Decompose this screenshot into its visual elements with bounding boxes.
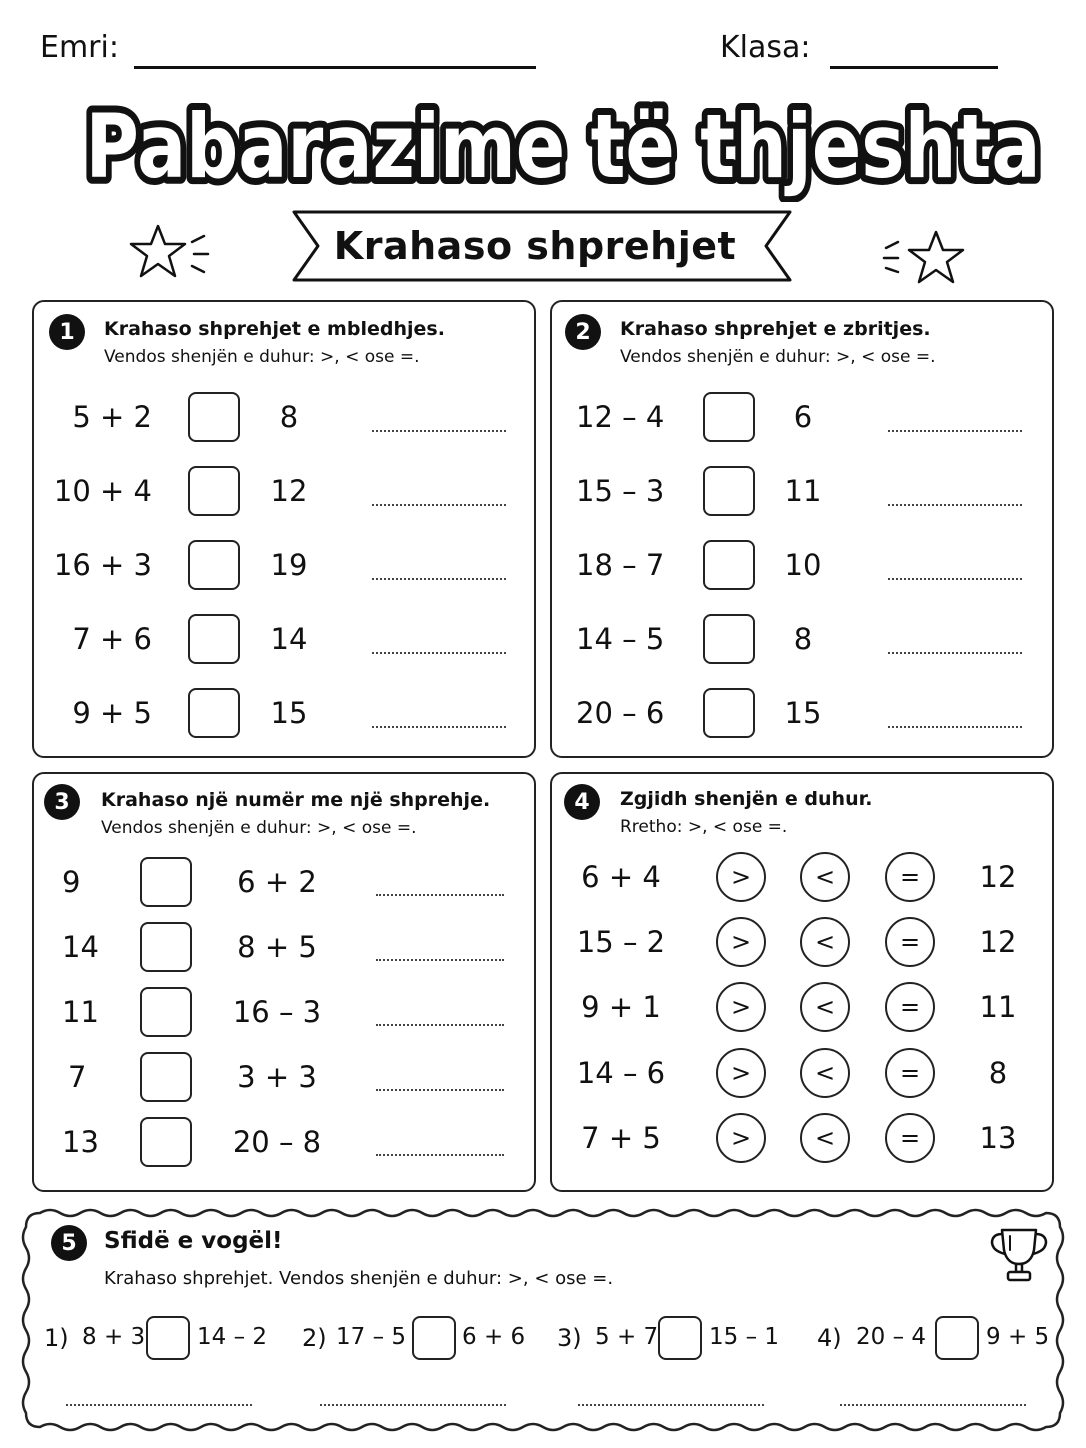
right-star-icon [880, 228, 970, 292]
s4-row3-right: 11 [979, 990, 1017, 1024]
s4-row1-equal-option[interactable]: = [885, 852, 935, 902]
s4-row2-left: 15 – 2 [576, 925, 666, 959]
s4-row4-less-option[interactable]: < [800, 1048, 850, 1098]
s1-row5-write-line[interactable] [372, 726, 506, 728]
s4-row2-right: 12 [979, 925, 1017, 959]
s3-row4-answer-box[interactable] [140, 1052, 192, 1102]
title-text: Pabarazime të thjeshta [85, 95, 1041, 198]
s4-row5-right: 13 [979, 1121, 1017, 1155]
s3-row2-write-line[interactable] [376, 959, 504, 961]
s1-row2-answer-box[interactable] [188, 466, 240, 516]
challenge-item-4-write-line[interactable] [840, 1404, 1026, 1406]
challenge-item-2-write-line[interactable] [320, 1404, 506, 1406]
worksheet-title [0, 72, 1086, 202]
s4-row4-greater-option[interactable]: > [716, 1048, 766, 1098]
section-4-number: 4 [564, 784, 600, 820]
s2-row2-answer-box[interactable] [703, 466, 755, 516]
ribbon-subtitle: Krahaso shprehjet [333, 224, 737, 268]
s2-row3-answer-box[interactable] [703, 540, 755, 590]
s2-row4-left: 14 – 5 [576, 622, 665, 656]
s4-row1-right: 12 [979, 860, 1017, 894]
s3-row1-write-line[interactable] [376, 894, 504, 896]
class-label: Klasa: [720, 30, 811, 65]
s2-row5-right: 15 [784, 696, 822, 730]
s1-row5-right: 15 [270, 696, 308, 730]
challenge-item-4-answer-box[interactable] [935, 1316, 979, 1360]
section-2-number: 2 [565, 314, 601, 350]
section-2-instruction: Vendos shenjën e duhur: >, < ose =. [620, 347, 936, 367]
s1-row4-left: 7 + 6 [72, 622, 152, 656]
s3-row1-answer-box[interactable] [140, 857, 192, 907]
challenge-item-3-right: 15 – 1 [709, 1324, 780, 1350]
s1-row1-right: 8 [279, 400, 299, 434]
s1-row2-right: 12 [270, 474, 308, 508]
s2-row5-answer-box[interactable] [703, 688, 755, 738]
s4-row5-less-option[interactable]: < [800, 1113, 850, 1163]
challenge-item-2-left: 17 – 5 [336, 1324, 407, 1350]
section-4-instruction: Rretho: >, < ose =. [620, 817, 788, 837]
challenge-instruction: Krahaso shprehjet. Vendos shenjën e duhur: >, < ose =. [104, 1268, 614, 1289]
s2-row1-answer-box[interactable] [703, 392, 755, 442]
left-star-icon [128, 222, 212, 286]
s1-row3-right: 19 [270, 548, 308, 582]
s3-row3-right: 16 – 3 [232, 995, 322, 1029]
section-3-number: 3 [44, 784, 80, 820]
s3-row5-write-line[interactable] [376, 1154, 504, 1156]
s4-row3-less-option[interactable]: < [800, 982, 850, 1032]
challenge-item-2-answer-box[interactable] [412, 1316, 456, 1360]
s1-row1-answer-box[interactable] [188, 392, 240, 442]
challenge-item-1-write-line[interactable] [66, 1404, 252, 1406]
s3-row2-answer-box[interactable] [140, 922, 192, 972]
section-1-title: Krahaso shprehjet e mbledhjes. [104, 318, 445, 340]
challenge-item-3-answer-box[interactable] [658, 1316, 702, 1360]
s1-row1-write-line[interactable] [372, 430, 506, 432]
s4-row5-equal-option[interactable]: = [885, 1113, 935, 1163]
s1-row4-answer-box[interactable] [188, 614, 240, 664]
s4-row4-left: 14 – 6 [576, 1056, 666, 1090]
challenge-item-3-label: 3) [557, 1324, 582, 1352]
section-1-number: 1 [49, 314, 85, 350]
section-4-title: Zgjidh shenjën e duhur. [620, 788, 873, 810]
s4-row1-less-option[interactable]: < [800, 852, 850, 902]
s3-row4-right: 3 + 3 [237, 1060, 317, 1094]
s2-row4-right: 8 [793, 622, 813, 656]
s3-row5-left: 13 [62, 1125, 99, 1159]
s2-row2-left: 15 – 3 [576, 474, 665, 508]
s4-row5-greater-option[interactable]: > [716, 1113, 766, 1163]
trophy-icon [986, 1224, 1052, 1286]
challenge-number: 5 [51, 1225, 87, 1261]
s2-row2-right: 11 [784, 474, 822, 508]
challenge-item-1-right: 14 – 2 [197, 1324, 268, 1350]
challenge-item-1-left: 8 + 3 [82, 1324, 146, 1350]
s2-row2-write-line[interactable] [888, 504, 1022, 506]
s2-row5-write-line[interactable] [888, 726, 1022, 728]
s2-row1-left: 12 – 4 [576, 400, 665, 434]
s1-row1-left: 5 + 2 [72, 400, 152, 434]
s4-row3-left: 9 + 1 [581, 990, 661, 1024]
s3-row4-left: 7 [68, 1060, 87, 1094]
s4-row2-greater-option[interactable]: > [716, 917, 766, 967]
s1-row3-left: 16 + 3 [53, 548, 152, 582]
s3-row3-left: 11 [62, 995, 99, 1029]
s1-row4-right: 14 [270, 622, 308, 656]
s4-row4-right: 8 [988, 1056, 1008, 1090]
challenge-item-2-label: 2) [302, 1324, 327, 1352]
s4-row2-equal-option[interactable]: = [885, 917, 935, 967]
s3-row5-right: 20 – 8 [232, 1125, 322, 1159]
s4-row1-greater-option[interactable]: > [716, 852, 766, 902]
s3-row5-answer-box[interactable] [140, 1117, 192, 1167]
s1-row2-left: 10 + 4 [53, 474, 152, 508]
s4-row5-left: 7 + 5 [581, 1121, 661, 1155]
s2-row4-answer-box[interactable] [703, 614, 755, 664]
s1-row5-left: 9 + 5 [72, 696, 152, 730]
section-2-panel [550, 300, 1054, 758]
s3-row2-right: 8 + 5 [237, 930, 317, 964]
s2-row1-right: 6 [793, 400, 813, 434]
section-1-instruction: Vendos shenjën e duhur: >, < ose =. [104, 347, 420, 367]
s2-row3-left: 18 – 7 [576, 548, 665, 582]
class-input-line[interactable] [830, 66, 998, 69]
s1-row3-answer-box[interactable] [188, 540, 240, 590]
challenge-item-1-label: 1) [44, 1324, 69, 1352]
name-input-line[interactable] [134, 66, 536, 69]
s3-row1-right: 6 + 2 [237, 865, 317, 899]
section-3-title: Krahaso një numër me një shprehje. [101, 789, 491, 811]
challenge-item-1-answer-box[interactable] [146, 1316, 190, 1360]
challenge-title: Sfidë e vogël! [104, 1228, 283, 1254]
challenge-item-3-left: 5 + 7 [595, 1324, 659, 1350]
s4-row3-greater-option[interactable]: > [716, 982, 766, 1032]
section-2-title: Krahaso shprehjet e zbritjes. [620, 318, 931, 340]
s1-row2-write-line[interactable] [372, 504, 506, 506]
s3-row3-answer-box[interactable] [140, 987, 192, 1037]
challenge-item-2-right: 6 + 6 [462, 1324, 526, 1350]
challenge-item-4-label: 4) [817, 1324, 842, 1352]
name-label: Emri: [40, 30, 119, 65]
s2-row3-right: 10 [784, 548, 822, 582]
s3-row2-left: 14 [62, 930, 99, 964]
s4-row2-less-option[interactable]: < [800, 917, 850, 967]
s3-row1-left: 9 [62, 865, 81, 899]
section-3-instruction: Vendos shenjën e duhur: >, < ose =. [101, 818, 417, 838]
s4-row3-equal-option[interactable]: = [885, 982, 935, 1032]
s4-row1-left: 6 + 4 [581, 860, 661, 894]
section-1-panel [32, 300, 536, 758]
challenge-item-4-left: 20 – 4 [856, 1324, 927, 1350]
s1-row4-write-line[interactable] [372, 652, 506, 654]
s4-row4-equal-option[interactable]: = [885, 1048, 935, 1098]
challenge-item-4-right: 9 + 5 [986, 1324, 1050, 1350]
s2-row1-write-line[interactable] [888, 430, 1022, 432]
s2-row5-left: 20 – 6 [576, 696, 665, 730]
s1-row5-answer-box[interactable] [188, 688, 240, 738]
s3-row3-write-line[interactable] [376, 1024, 504, 1026]
s1-row3-write-line[interactable] [372, 578, 506, 580]
s2-row4-write-line[interactable] [888, 652, 1022, 654]
s3-row4-write-line[interactable] [376, 1089, 504, 1091]
s2-row3-write-line[interactable] [888, 578, 1022, 580]
challenge-item-3-write-line[interactable] [578, 1404, 764, 1406]
